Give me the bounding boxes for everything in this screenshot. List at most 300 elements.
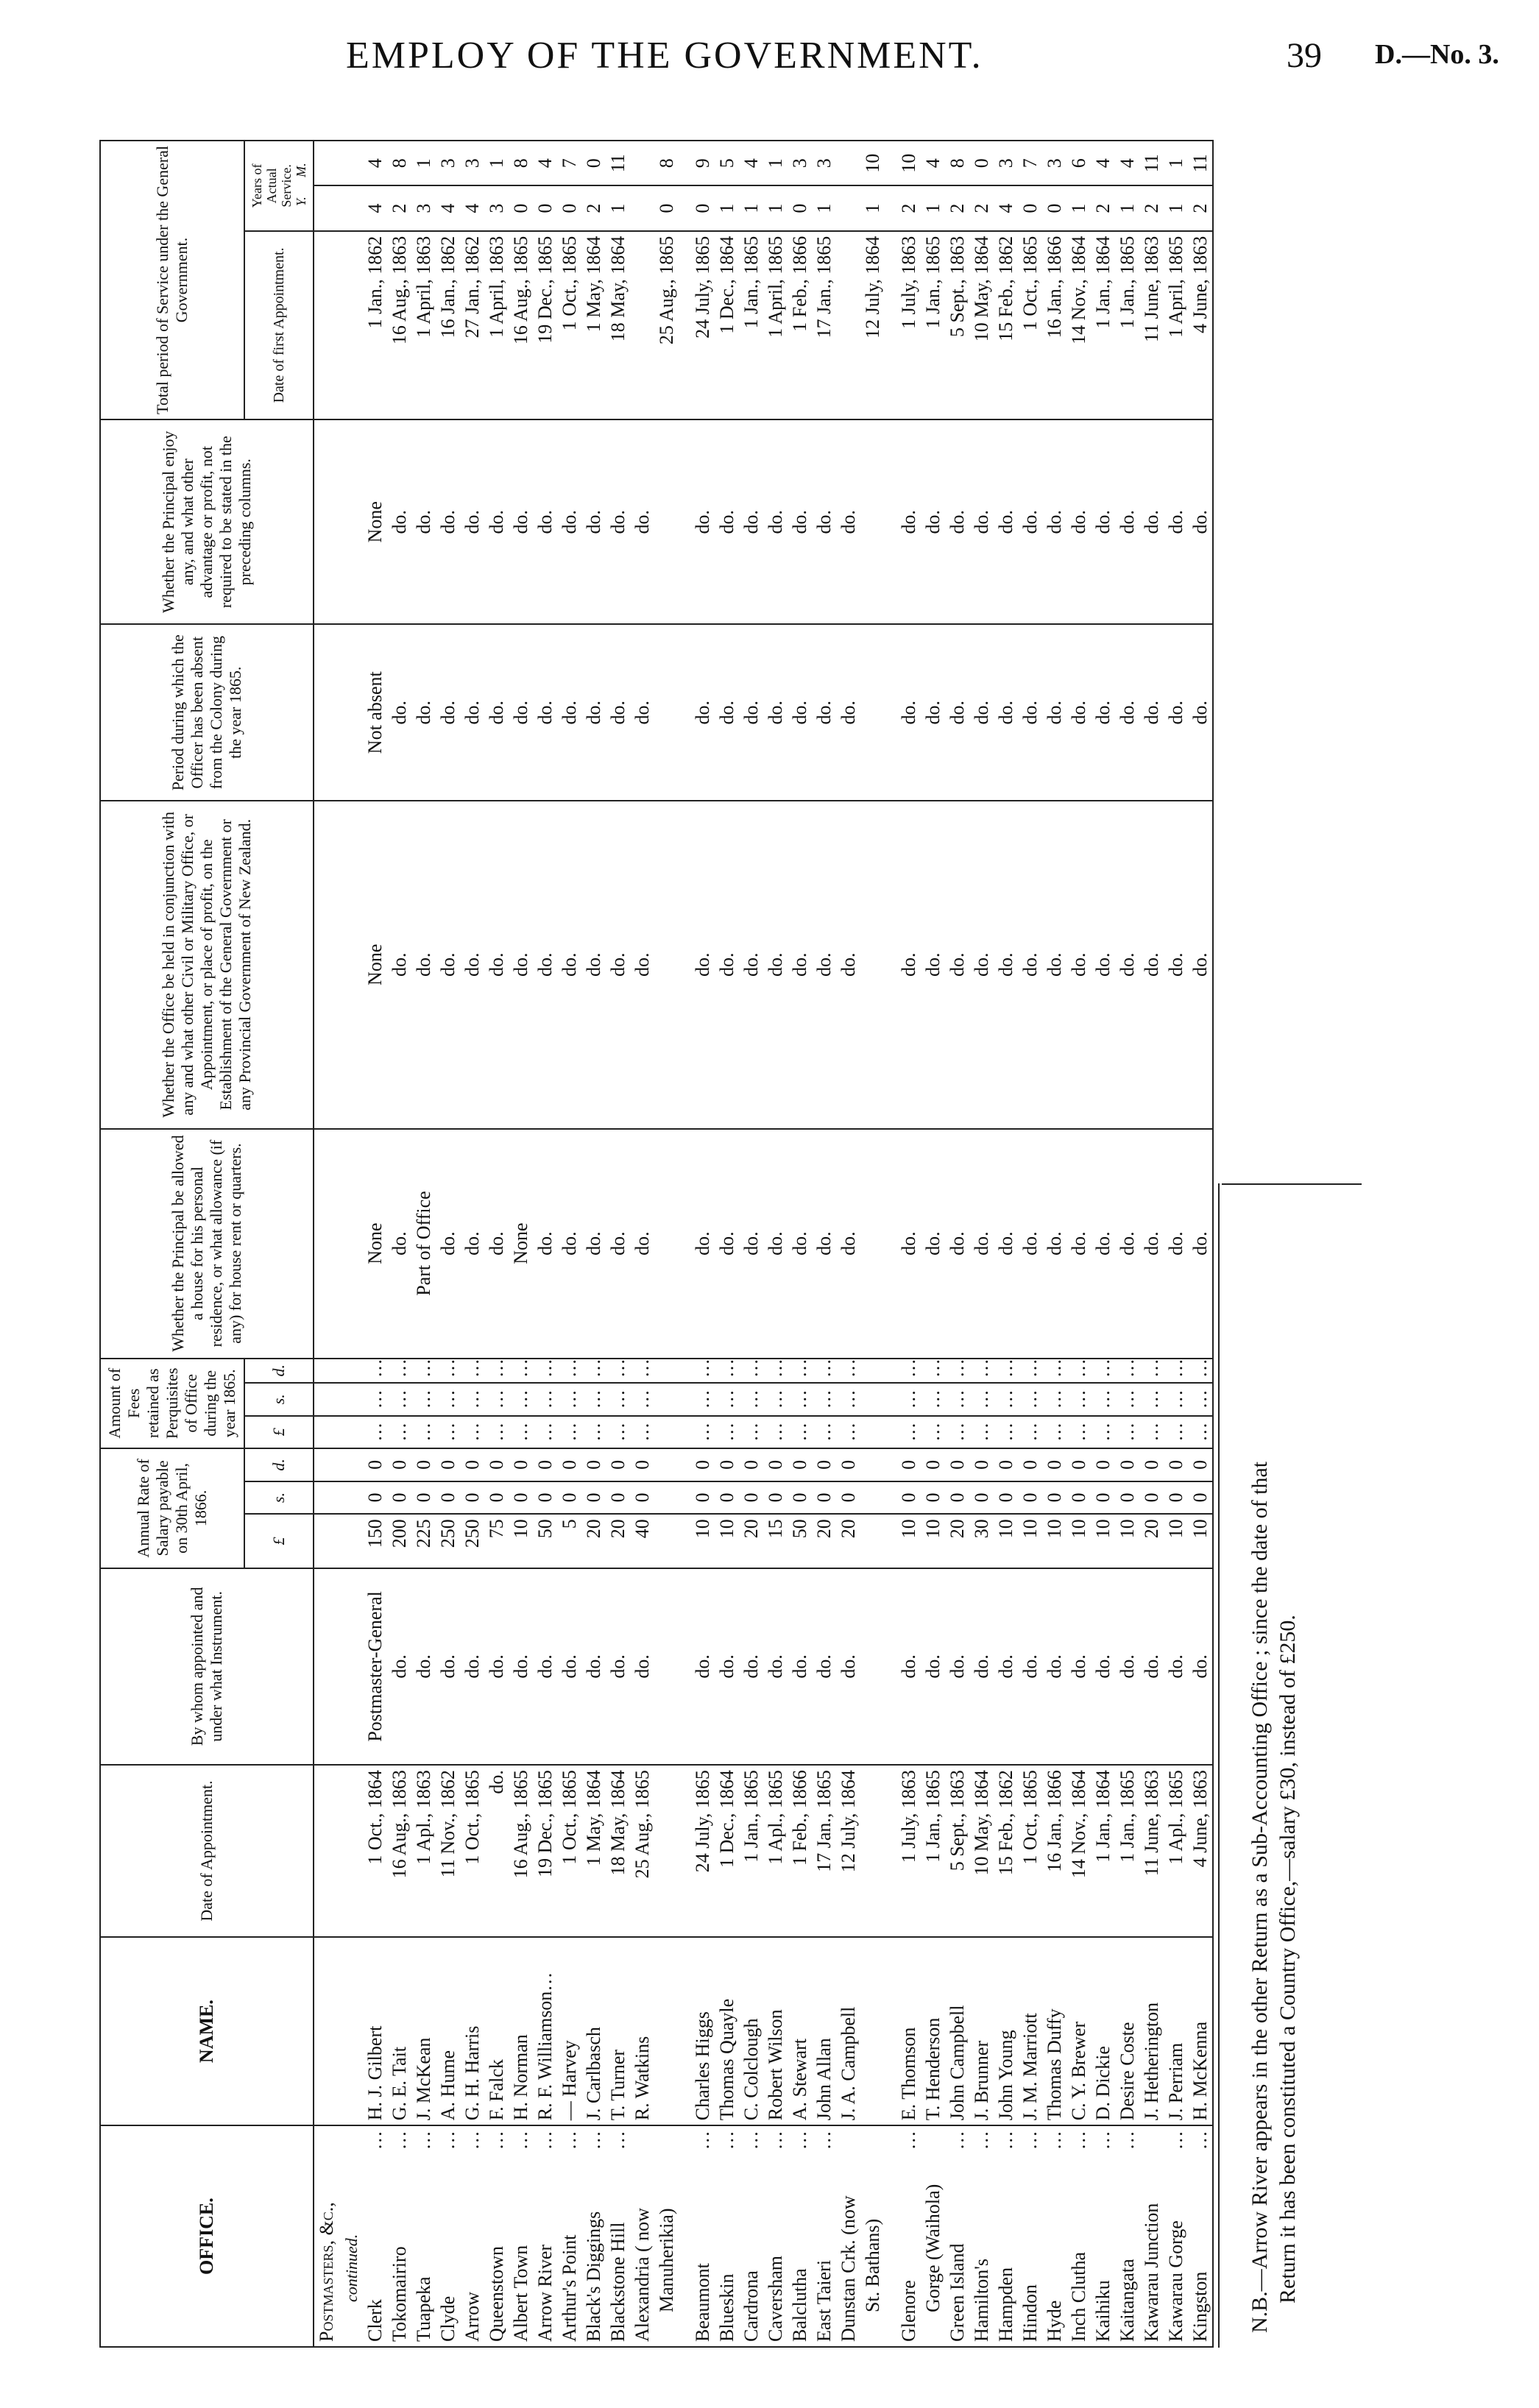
office-name: Glenore [897,2280,919,2342]
first-appointment-cell: 24 July, 1865 [679,231,715,419]
name-cell: Robert Wilson [763,1937,788,2125]
salary-pence-cell: 0 [581,1448,606,1481]
absent-cell: do. [836,624,860,801]
office-cell [509,2125,533,2347]
appointment-date-cell: 1 May, 1864 [581,1765,606,1937]
years-cell: 0 [1018,185,1042,230]
absent-cell: do. [581,624,606,801]
appointment-date-cell: 1 Jan., 1864 [1091,1765,1115,1937]
fee-pence-cell: … [606,1359,630,1383]
appointment-date-cell: 5 Sept., 1863 [945,1765,969,1937]
office-name: Arrow River [534,2244,556,2342]
salary-shillings-cell: 0 [788,1481,812,1515]
conjunction-cell: do. [1091,801,1115,1129]
house-allowance-cell: do. [885,1129,921,1359]
office-name: Kaihiku [1092,2280,1114,2342]
fee-pence-cell: … [387,1359,411,1383]
absent-cell: do. [1066,624,1091,801]
absent-cell [860,624,885,801]
running-head [0,29,1539,88]
conjunction-cell: do. [994,801,1018,1129]
years-cell: 4 [460,185,484,230]
other-advantage-cell: do. [1188,419,1213,625]
years-cell: 2 [945,185,969,230]
office-cell [1042,2125,1066,2347]
salary-pence-cell: 0 [1164,1448,1188,1481]
salary-pounds-cell: 10 [509,1514,533,1568]
appointed-by-cell: do. [763,1568,788,1765]
salary-pounds-cell: 150 [363,1514,387,1568]
other-advantage-cell: do. [1115,419,1139,625]
office-cell [679,2125,715,2347]
fee-pence-cell: … [630,1359,654,1383]
first-appointment-cell: 5 Sept., 1863 [945,231,969,419]
salary-pence-cell: 0 [788,1448,812,1481]
appointed-by-cell [860,1568,885,1765]
house-allowance-cell: do. [630,1129,654,1359]
appointed-by-cell: do. [606,1568,630,1765]
conjunction-cell: do. [812,801,836,1129]
house-allowance-cell: do. [581,1129,606,1359]
fee-pounds-cell: … [739,1416,763,1449]
appointed-by-cell: do. [630,1568,654,1765]
office-cell [436,2125,460,2347]
office-name: Clyde [436,2295,459,2342]
conjunction-cell: do. [1042,801,1066,1129]
leader-dots: … [364,2131,386,2150]
office-name: Arrow [461,2292,483,2342]
salary-shillings-cell: 0 [460,1481,484,1515]
other-advantage-cell: do. [1042,419,1066,625]
page-number: 39 [1287,36,1322,75]
office-name: Alexandria ( now [631,2208,653,2342]
fee-pounds-cell: … [1042,1416,1066,1449]
years-cell: 2 [1091,185,1115,230]
months-cell: 6 [1066,141,1091,185]
section-heading-row [314,141,339,2347]
months-cell: 4 [533,141,557,185]
office-cell [460,2125,484,2347]
months-cell: 5 [715,141,739,185]
house-allowance-cell: do. [945,1129,969,1359]
name-cell: Thomas Duffy [1042,1937,1066,2125]
salary-shillings-cell: 0 [411,1481,436,1515]
office-cell [763,2125,788,2347]
house-allowance-cell: do. [1091,1129,1115,1359]
name-cell: J. A. Campbell [836,1937,860,2125]
salary-shillings-cell [860,1481,885,1515]
office-cell [654,2125,679,2347]
salary-pence-cell: 0 [387,1448,411,1481]
name-cell: Thomas Quayle [715,1937,739,2125]
unit-pence: d. [244,1448,314,1481]
name-cell: G. H. Harris [460,1937,484,2125]
months-cell: 8 [654,141,679,185]
other-advantage-cell: do. [763,419,788,625]
name-cell: F. Falck [484,1937,509,2125]
salary-shillings-cell: 0 [1115,1481,1139,1515]
house-allowance-cell: do. [836,1129,860,1359]
conjunction-cell: do. [921,801,945,1129]
months-cell: 11 [1139,141,1164,185]
other-advantage-cell: do. [885,419,921,625]
other-advantage-cell: do. [994,419,1018,625]
conjunction-cell: do. [715,801,739,1129]
appointment-date-cell: 1 Oct., 1865 [1018,1765,1042,1937]
fee-unit-pence: d. [244,1359,314,1383]
office-name: Kawarau Junction [1140,2203,1162,2342]
fee-pence-cell: … [1115,1359,1139,1383]
conjunction-cell: do. [679,801,715,1129]
months-cell: 0 [581,141,606,185]
office-cell [363,2125,387,2347]
fee-shillings-cell: … [945,1383,969,1416]
leader-dots: … [388,2131,410,2150]
salary-pounds-cell: 30 [969,1514,994,1568]
years-cell [630,185,654,230]
years-cell: 2 [969,185,994,230]
fee-pence-cell: … [921,1359,945,1383]
fee-shillings-cell: … [1139,1383,1164,1416]
fee-shillings-cell: … [921,1383,945,1416]
first-appointment-cell: 15 Feb., 1862 [994,231,1018,419]
appointed-by-cell: do. [460,1568,484,1765]
other-advantage-cell: do. [606,419,630,625]
house-allowance-cell: None [363,1129,387,1359]
absent-cell: do. [1018,624,1042,801]
office-name: Caversham [764,2256,786,2342]
salary-pence-cell: 0 [509,1448,533,1481]
other-advantage-cell: do. [836,419,860,625]
table-row [788,141,812,2347]
house-allowance-cell: do. [533,1129,557,1359]
first-appointment-cell: 19 Dec., 1865 [533,231,557,419]
conjunction-cell: do. [581,801,606,1129]
office-cell [1139,2125,1164,2347]
salary-pounds-cell: 10 [1018,1514,1042,1568]
office-name: Kaitangata [1116,2259,1138,2342]
first-appointment-cell: 1 Oct., 1865 [1018,231,1042,419]
office-cell [1164,2125,1188,2347]
other-advantage-cell: do. [411,419,436,625]
office-cell [969,2125,994,2347]
leader-dots: … [788,2131,810,2150]
office-cell [1066,2125,1091,2347]
salary-pounds-cell: 10 [715,1514,739,1568]
salary-shillings-cell: 0 [484,1481,509,1515]
header-years-actual [244,141,314,231]
salary-pounds-cell: 50 [533,1514,557,1568]
salary-pence-cell: 0 [460,1448,484,1481]
appointment-date-cell: 1 Jan., 1865 [739,1765,763,1937]
name-cell: — Harvey [557,1937,581,2125]
table-row [860,141,885,2347]
absent-cell: do. [739,624,763,801]
leader-dots: … [1116,2131,1138,2150]
first-appointment-cell: 1 Jan., 1864 [1091,231,1115,419]
fee-pence-cell: … [679,1359,715,1383]
first-appointment-cell: 12 July, 1864 [860,231,885,419]
table-row [484,141,509,2347]
salary-pence-cell: 0 [812,1448,836,1481]
appointment-date-cell: 1 Oct., 1865 [460,1765,484,1937]
salary-pence-cell: 0 [945,1448,969,1481]
months-cell: 4 [363,141,387,185]
salary-pence-cell: 0 [630,1448,654,1481]
absent-cell: do. [1042,624,1066,801]
name-cell: J. Carlbasch [581,1937,606,2125]
house-allowance-cell: do. [763,1129,788,1359]
fee-pence-cell: … [945,1359,969,1383]
other-advantage-cell: do. [460,419,484,625]
unit-years: Y. [294,196,308,207]
conjunction-cell: do. [630,801,654,1129]
house-allowance-cell: do. [812,1129,836,1359]
house-allowance-cell: do. [1188,1129,1213,1359]
fee-pounds-cell: … [1115,1416,1139,1449]
fee-pounds-cell: … [679,1416,715,1449]
house-allowance-cell: do. [1115,1129,1139,1359]
office-cell [788,2125,812,2347]
fee-pounds-cell: … [812,1416,836,1449]
office-name: Dunstan Crk. (now [837,2195,859,2342]
house-allowance-cell [860,1129,885,1359]
office-name: Blueskin [715,2273,737,2342]
table-row [363,141,387,2347]
years-cell: 0 [533,185,557,230]
name-cell: A. Stewart [788,1937,812,2125]
office-name: Hyde [1043,2300,1065,2342]
salary-pounds-cell: 10 [1115,1514,1139,1568]
table-row [387,141,411,2347]
fee-shillings-cell: … [387,1383,411,1416]
conjunction-cell [654,801,679,1129]
salary-shillings-cell: 0 [812,1481,836,1515]
salary-pounds-cell: 10 [921,1514,945,1568]
fee-pence-cell: … [533,1359,557,1383]
fee-pounds-cell: … [436,1416,460,1449]
other-advantage-cell [860,419,885,625]
header-name: NAME. [100,1937,314,2125]
fee-shillings-cell: … [581,1383,606,1416]
years-cell: 1 [812,185,836,230]
absent-cell: do. [509,624,533,801]
office-name: Hindon [1019,2284,1041,2342]
years-actual-label: Years of Actual Service. [250,163,294,208]
salary-pounds-cell: 10 [1042,1514,1066,1568]
office-cell [885,2125,921,2347]
office-name: Inch Clutha [1067,2251,1089,2342]
header-office: OFFICE. [100,2125,314,2347]
first-appointment-cell: 16 Jan., 1862 [436,231,460,419]
leader-dots: … [436,2131,459,2150]
name-cell: Charles Higgs [679,1937,715,2125]
header-house: Whether the Principal be allowed a house for his personal residence, or what allowance (if any) for house rent or quarters. [100,1129,314,1359]
house-allowance-cell: do. [1018,1129,1042,1359]
appointment-date-cell: 16 Jan., 1866 [1042,1765,1066,1937]
fee-shillings-cell: … [969,1383,994,1416]
salary-pounds-cell: 10 [1091,1514,1115,1568]
first-appointment-cell: 16 Jan., 1866 [1042,231,1066,419]
appointed-by-cell: do. [836,1568,860,1765]
office-name: East Taieri [813,2259,835,2342]
salary-pounds-cell: 5 [557,1514,581,1568]
fee-pence-cell: … [836,1359,860,1383]
office-cell [945,2125,969,2347]
salary-shillings-cell: 0 [581,1481,606,1515]
other-advantage-cell: do. [739,419,763,625]
absent-cell: do. [484,624,509,801]
office-name: Beaumont [691,2263,713,2342]
appointment-date-cell: 1 Oct., 1864 [363,1765,387,1937]
fee-pence-cell: … [1091,1359,1115,1383]
appointed-by-cell: do. [1139,1568,1164,1765]
office-cell [1091,2125,1115,2347]
fee-shillings-cell: … [836,1383,860,1416]
years-cell: 0 [1042,185,1066,230]
absent-cell: do. [387,624,411,801]
appointment-date-cell: 15 Feb., 1862 [994,1765,1018,1937]
house-allowance-cell: do. [436,1129,460,1359]
conjunction-cell: do. [411,801,436,1129]
other-advantage-cell: do. [630,419,654,625]
fee-pounds-cell: … [1188,1416,1213,1449]
fee-pence-cell: … [1018,1359,1042,1383]
other-advantage-cell: do. [1164,419,1188,625]
years-months-units [294,146,308,226]
leader-dots: … [1189,2131,1211,2150]
appointed-by-cell: do. [812,1568,836,1765]
house-allowance-cell: do. [788,1129,812,1359]
table-row [1115,141,1139,2347]
conjunction-cell: do. [509,801,533,1129]
first-appointment-cell: 18 May, 1864 [606,231,630,419]
months-cell: 8 [387,141,411,185]
other-advantage-cell: do. [557,419,581,625]
office-cell [921,2125,945,2347]
salary-pounds-cell: 75 [484,1514,509,1568]
first-appointment-cell: 25 Aug., 1865 [654,231,679,419]
conjunction-cell: do. [557,801,581,1129]
years-cell: 4 [436,185,460,230]
months-cell: 7 [1018,141,1042,185]
years-cell: 0 [509,185,533,230]
conjunction-cell: do. [387,801,411,1129]
salary-pence-cell: 0 [484,1448,509,1481]
table-row [460,141,484,2347]
fee-pounds-cell: … [1139,1416,1164,1449]
fee-unit-shillings: s. [244,1383,314,1416]
salary-shillings-cell: 0 [836,1481,860,1515]
fee-pence-cell: … [460,1359,484,1383]
fee-shillings-cell: … [363,1383,387,1416]
office-name: Albert Town [509,2245,531,2342]
appointed-by-cell: do. [1042,1568,1066,1765]
appointed-by-cell: do. [436,1568,460,1765]
salary-pounds-cell: 250 [460,1514,484,1568]
house-allowance-cell: None [509,1129,533,1359]
fee-pounds-cell: … [715,1416,739,1449]
fee-pounds-cell: … [1066,1416,1091,1449]
months-cell: 11 [606,141,630,185]
fee-pence-cell: … [994,1359,1018,1383]
months-cell: 10 [885,141,921,185]
table-row [1066,141,1091,2347]
absent-cell: do. [945,624,969,801]
salary-shillings-cell: 0 [885,1481,921,1515]
header-total-service: Total period of Service under the General Government. [100,141,244,419]
fee-pounds-cell: … [509,1416,533,1449]
first-appointment-cell: 1 April, 1863 [411,231,436,419]
first-appointment-cell: 10 May, 1864 [969,231,994,419]
table-row [630,141,654,2347]
appointed-by-cell: do. [921,1568,945,1765]
fee-shillings-cell: … [994,1383,1018,1416]
leader-dots: … [1092,2131,1114,2150]
fee-shillings-cell: … [739,1383,763,1416]
fee-pence-cell: … [788,1359,812,1383]
appointment-date-cell: 24 July, 1865 [679,1765,715,1937]
appointment-date-cell: 17 Jan., 1865 [812,1765,836,1937]
return-table [99,140,1214,2348]
salary-shillings-cell: 0 [509,1481,533,1515]
office-cell [557,2125,581,2347]
years-cell: 2 [387,185,411,230]
appointment-date-cell: 1 Feb., 1866 [788,1765,812,1937]
office-name: Blackstone Hill [606,2222,629,2342]
absent-cell: do. [679,624,715,801]
other-advantage-cell [654,419,679,625]
appointed-by-cell: do. [557,1568,581,1765]
other-advantage-cell: do. [1018,419,1042,625]
fee-pence-cell: … [1188,1359,1213,1383]
leader-dots: … [509,2131,531,2150]
fee-shillings-cell: … [1188,1383,1213,1416]
appointed-by-cell: do. [387,1568,411,1765]
section-continued-row [339,141,363,2347]
conjunction-cell: None [363,801,387,1129]
house-allowance-cell: do. [1042,1129,1066,1359]
table-row [654,141,679,2347]
appointment-date-cell: 25 Aug., 1865 [630,1765,654,1937]
office-cell [411,2125,436,2347]
months-cell [836,141,860,185]
conjunction-cell: do. [1115,801,1139,1129]
fee-shillings-cell: … [606,1383,630,1416]
appointment-date-cell: 1 Jan., 1865 [1115,1765,1139,1937]
conjunction-cell: do. [436,801,460,1129]
fee-shillings-cell: … [1115,1383,1139,1416]
appointed-by-cell: do. [533,1568,557,1765]
house-allowance-cell: do. [484,1129,509,1359]
fee-pence-cell: … [1042,1359,1066,1383]
fee-pounds-cell: … [921,1416,945,1449]
salary-pounds-cell: 10 [1188,1514,1213,1568]
salary-pence-cell: 0 [1188,1448,1213,1481]
name-cell: John Allan [812,1937,836,2125]
appointment-date-cell [860,1765,885,1937]
salary-pence-cell: 0 [969,1448,994,1481]
years-cell: 1 [739,185,763,230]
years-cell: 2 [1139,185,1164,230]
fee-pounds-cell: … [460,1416,484,1449]
months-cell: 8 [945,141,969,185]
appointed-by-cell: do. [969,1568,994,1765]
years-cell: 4 [363,185,387,230]
salary-pounds-cell: 10 [994,1514,1018,1568]
leader-dots: … [946,2131,968,2150]
table-row [763,141,788,2347]
